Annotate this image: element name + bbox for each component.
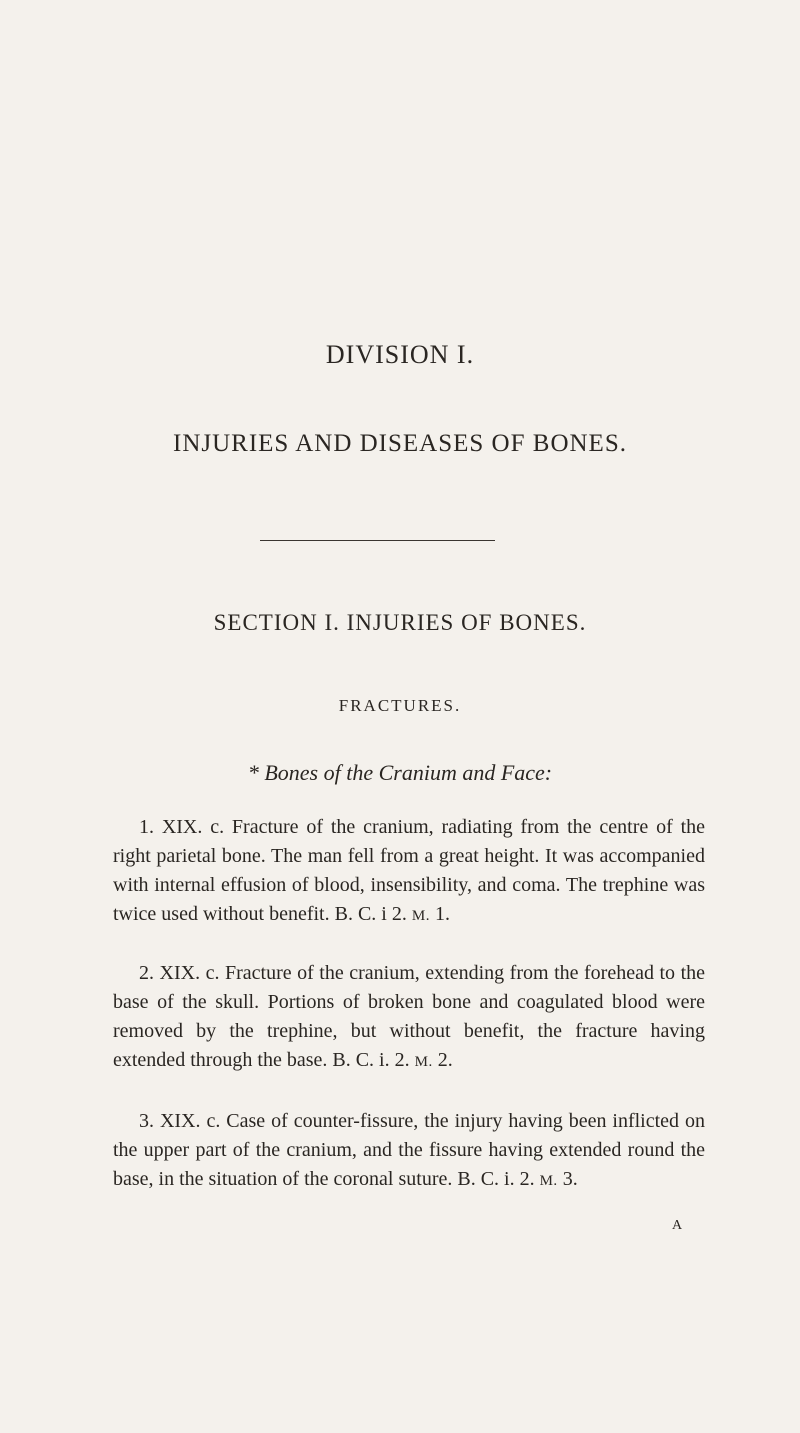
category-heading: * Bones of the Cranium and Face:	[247, 760, 553, 785]
catalogue-entry-1	[113, 813, 705, 931]
entry-ref-number: 1.	[429, 903, 450, 925]
signature-mark: A	[672, 1218, 684, 1233]
subheading: FRACTURES.	[338, 696, 462, 715]
catalogue-entry-2	[113, 959, 705, 1077]
entry-ref-m: M.	[414, 1054, 433, 1070]
page-title: INJURIES AND DISEASES OF BONES.	[173, 430, 627, 457]
entry-text: 1. XIX. c. Fracture of the cranium, radiating from the centre of the right parietal bone. The man fell from a great height. It was accompanied with internal effusion of blood, insensibility, and coma. The trephine was twice used without benefit. B. C. i 2.	[113, 816, 705, 925]
entry-ref-m: M.	[411, 908, 430, 924]
division-heading: DIVISION I.	[325, 340, 475, 369]
entry-text: 3. XIX. c. Case of counter-fissure, the injury having been inflicted on the upper part of the cranium, and the fissure having extended round the base, in the situation of the coronal suture. B. C. i. 2.	[113, 1110, 705, 1190]
section-heading: SECTION I. INJURIES OF BONES.	[213, 610, 587, 635]
catalogue-entry-3	[113, 1107, 705, 1196]
entry-text: 2. XIX. c. Fracture of the cranium, extending from the forehead to the base of the skull. Portions of broken bone and coagulated blood were removed by the trephine, but without benefit, the fracture having extended through the base. B. C. i. 2.	[113, 962, 705, 1071]
divider-rule	[260, 540, 495, 541]
entry-ref-number: 3.	[557, 1168, 578, 1190]
entry-ref-number: 2.	[432, 1049, 453, 1071]
entry-ref-m: M.	[539, 1173, 558, 1189]
